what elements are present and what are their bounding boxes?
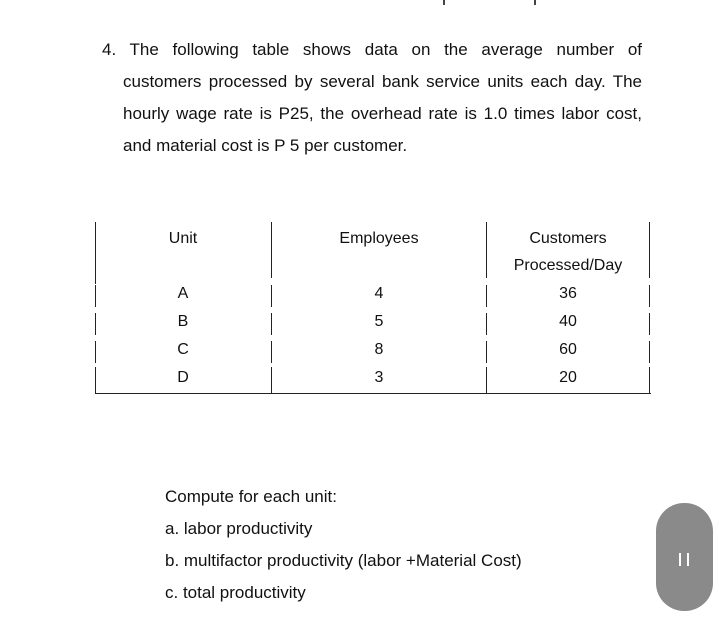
table-border (649, 285, 650, 307)
instructions (165, 481, 522, 609)
table-border (649, 313, 650, 335)
top-edge-mark (534, 0, 536, 5)
instruction-item: b. multifactor productivity (labor +Material Cost) (165, 551, 522, 570)
instructions-heading: Compute for each unit: (165, 487, 337, 506)
side-panel-handle[interactable] (656, 503, 713, 611)
customers-cell: 40 (559, 313, 577, 330)
table-border (649, 222, 650, 278)
question-line: hourly wage rate is P25, the overhead rate is 1.0 times labor cost, (123, 104, 642, 123)
question-text (102, 34, 642, 162)
employees-cell: 8 (374, 341, 384, 358)
grip-icon (679, 553, 681, 566)
data-table (95, 222, 651, 394)
top-edge-mark (443, 0, 445, 5)
unit-cell: B (177, 313, 189, 330)
employees-cell: 4 (374, 285, 384, 302)
column-header-customers (487, 225, 649, 279)
employees-cell: 3 (374, 369, 384, 386)
question-line: and material cost is P 5 per customer. (123, 136, 408, 155)
employees-cell: 5 (374, 313, 384, 330)
instruction-item: a. labor productivity (165, 519, 313, 538)
column-header-customers-line: Processed/Day (513, 257, 623, 274)
question-line: 4. The following table shows data on the average number of (102, 40, 642, 59)
grip-icon (687, 553, 689, 566)
customers-cell: 20 (559, 369, 577, 386)
unit-cell: A (177, 285, 189, 302)
table-bottom-border (95, 393, 651, 394)
column-header-employees: Employees (339, 230, 419, 247)
unit-cell: D (177, 369, 189, 386)
unit-cell: C (177, 341, 189, 358)
instruction-item: c. total productivity (165, 583, 306, 602)
column-header-customers-line: Customers (529, 230, 607, 247)
column-header-unit: Unit (168, 230, 198, 247)
customers-cell: 36 (559, 285, 577, 302)
table-border (649, 341, 650, 363)
question-line: customers processed by several bank service units each day. The (123, 72, 642, 91)
table-border (649, 367, 650, 394)
customers-cell: 60 (559, 341, 577, 358)
